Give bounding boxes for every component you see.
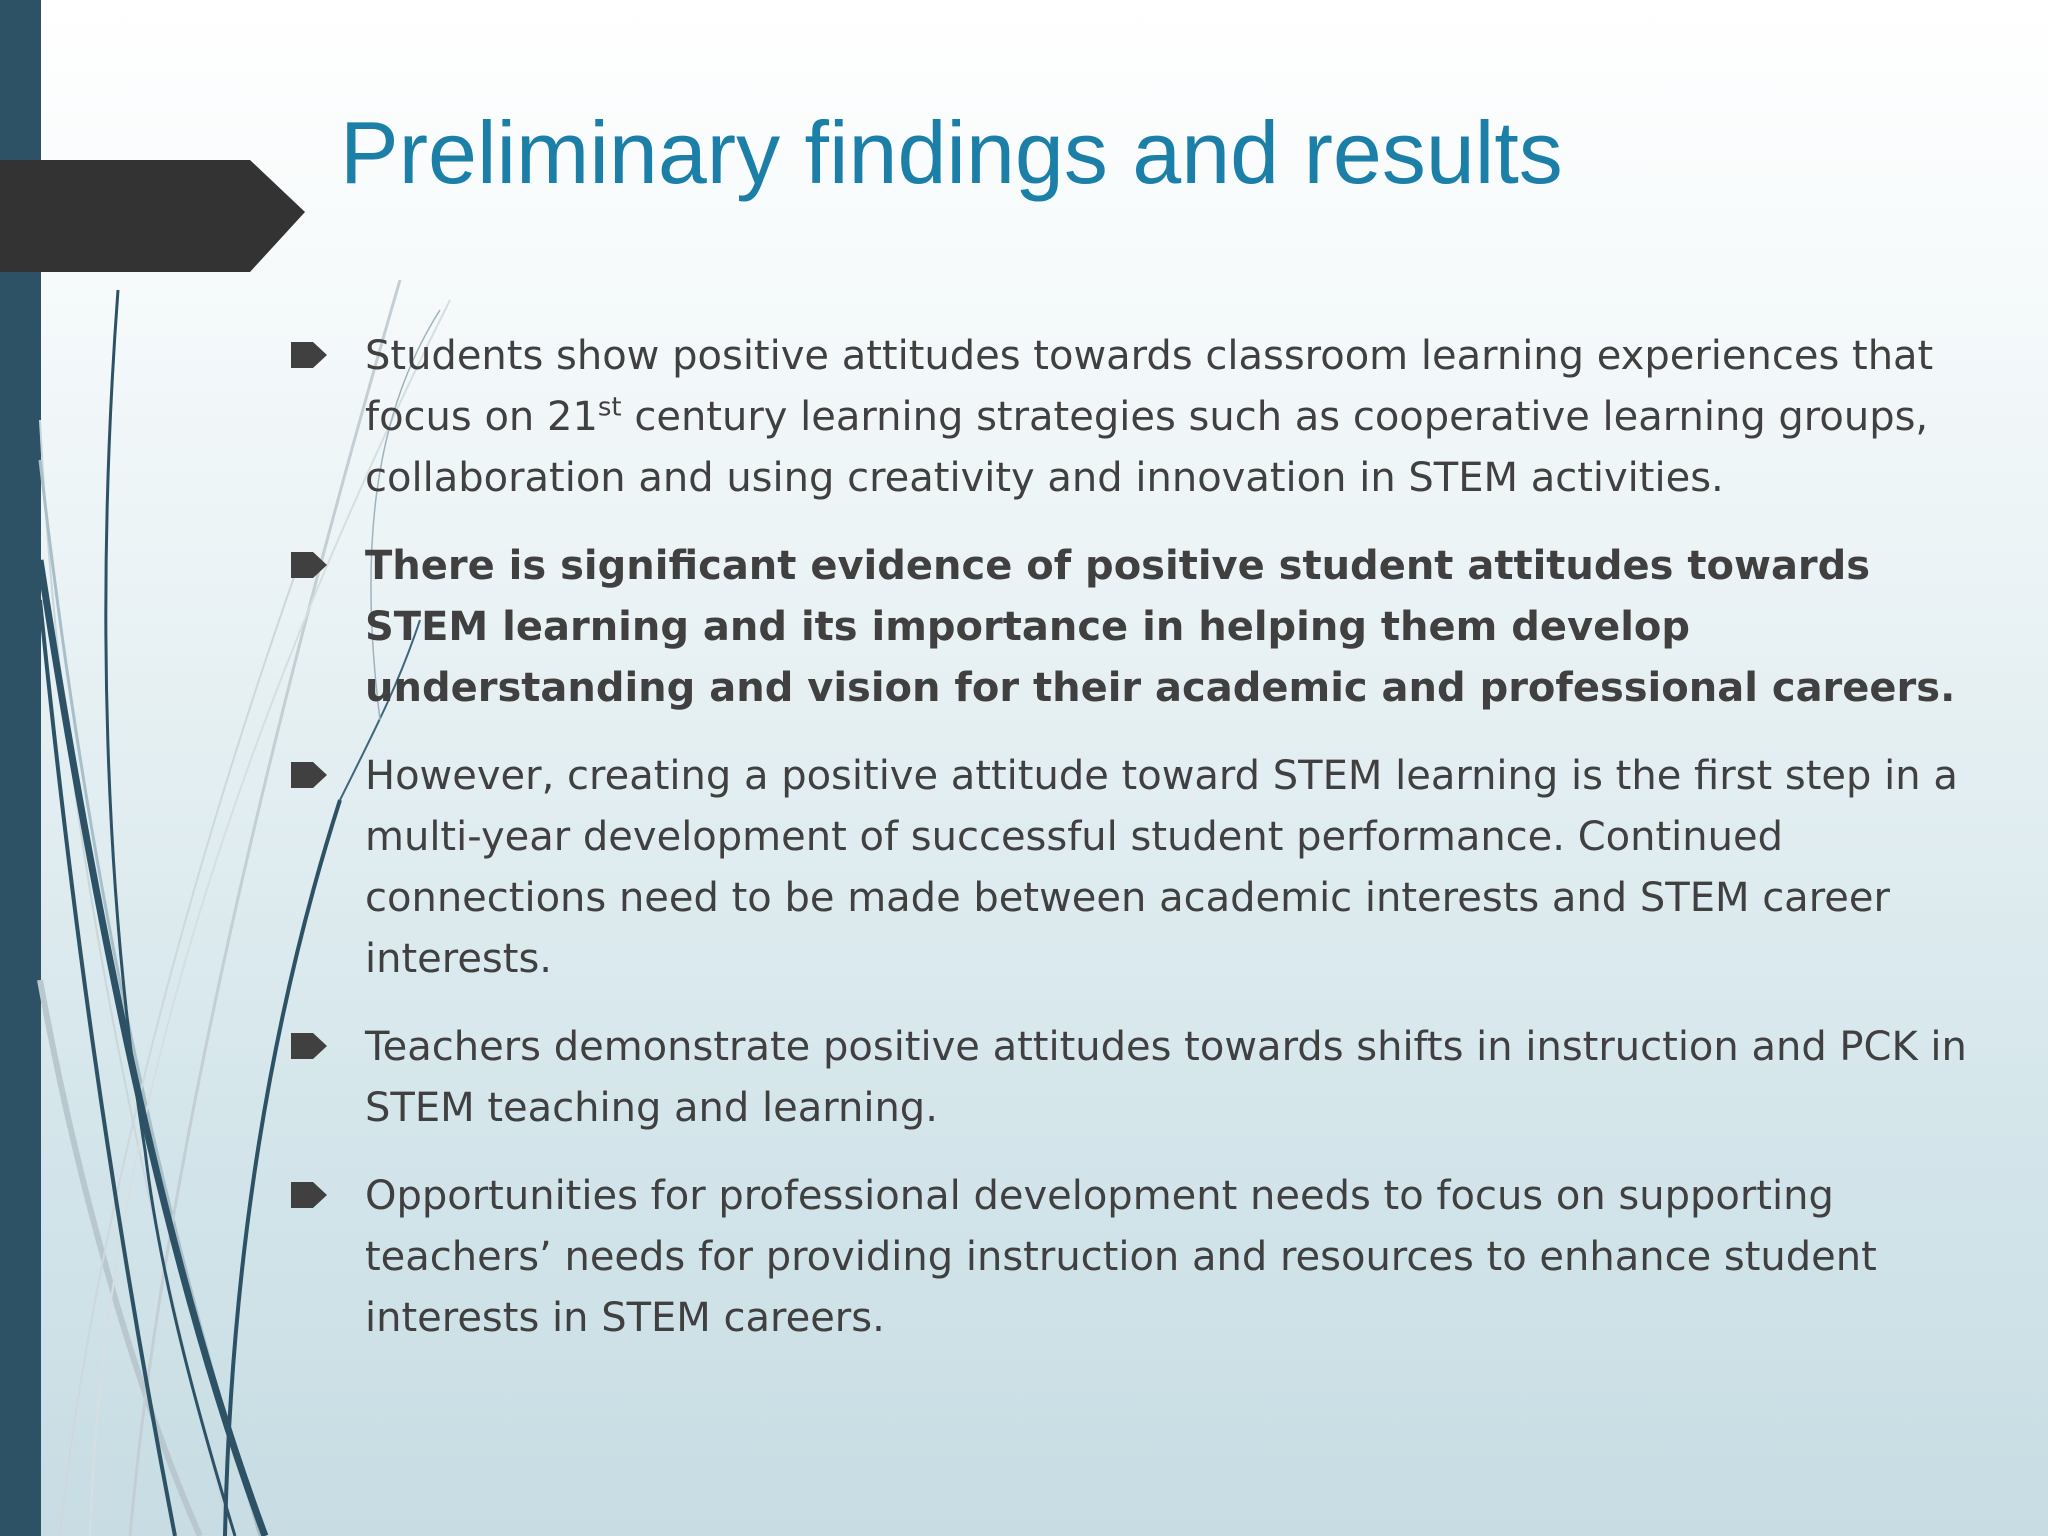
bullet-item [285,1166,1995,1349]
arrow-right-icon [291,1031,329,1061]
bullet-text: However, creating a positive attitude toward STEM learning is the first step in a multi-year development of successful student performance. Continued connections need to be made between academic interests and STEM career interests. [365,753,1958,982]
arrow-right-icon [291,340,329,370]
bullet-item [285,746,1995,990]
bullet-item [285,536,1995,719]
arrow-right-icon [291,1180,329,1210]
arrow-right-icon [291,550,329,580]
arrow-right-icon [291,760,329,790]
bullet-item [285,326,1995,509]
bullet-list [285,326,1995,1376]
bullet-text: Teachers demonstrate positive attitudes towards shifts in instruction and PCK in STEM teaching and learning. [365,1024,1967,1131]
left-accent-bar [0,0,41,1536]
slide-title: Preliminary findings and results [340,103,1563,202]
bullet-text [365,333,1933,501]
bullet-text: There is significant evidence of positive student attitudes towards STEM learning and its importance in helping them develop understanding and vision for their academic and professional careers. [365,543,1956,711]
superscript: st [597,392,622,423]
bullet-text: Opportunities for professional development needs to focus on supporting teachers’ needs for providing instruction and resources to enhance student interests in STEM careers. [365,1173,1877,1341]
bullet-text-part: Students show positive attitudes towards classroom learning experiences that focus on 21 [365,333,1934,440]
bullet-text-part: century learning strategies such as cooperative learning groups, collaboration and using creativity and innovation in STEM activities. [365,394,1929,501]
bullet-item [285,1017,1995,1139]
